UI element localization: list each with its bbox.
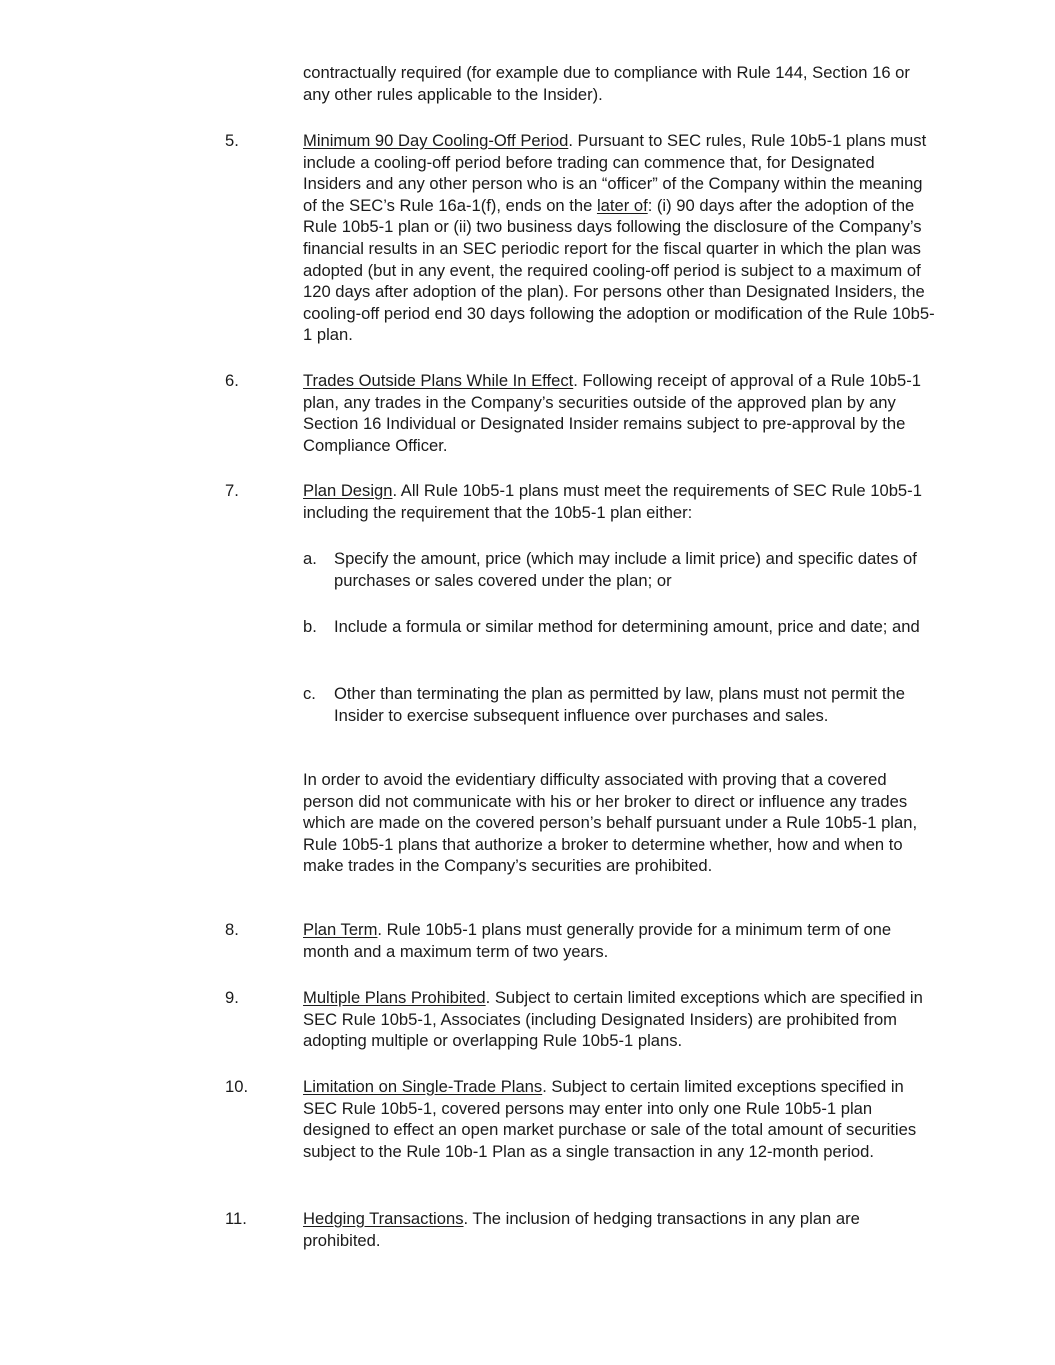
item-10-number: 10. (225, 1077, 249, 1096)
item-6-number: 6. (225, 371, 239, 390)
item-5-heading: Minimum 90 Day Cooling-Off Period (303, 131, 569, 150)
subitem-b-text: Include a formula or similar method for determining amount, price and date; and (334, 617, 920, 636)
item-10-paragraph (303, 1076, 935, 1162)
item-11-heading: Hedging Transactions (303, 1209, 464, 1228)
item-8-text: . Rule 10b5-1 plans must generally provide for a minimum term of one month and a maximum term of two years. (303, 920, 892, 961)
item-9-paragraph (303, 987, 935, 1052)
item-8-number: 8. (225, 920, 239, 939)
item-6-paragraph (303, 370, 935, 456)
item-9-number: 9. (225, 988, 239, 1007)
item-11-number: 11. (225, 1209, 247, 1228)
item-5-text-after: : (i) 90 days after the adoption of the Rule 10b5-1 plan or (ii) two business days following the disclosure of the Company’s financial results in an SEC periodic report for the fiscal quarter in which the plan was adopted (but in any event, the required cooling-off period is subject to a maximum of 120 days after adoption of the plan). For persons other than Designated Insiders, the cooling-off period end 30 days following the adoption or modification of the Rule 10b5-1 plan. (303, 195, 935, 345)
item-7-number: 7. (225, 481, 239, 500)
item-5-number: 5. (225, 131, 239, 150)
item-6-heading: Trades Outside Plans While In Effect (303, 371, 574, 390)
item-9-heading: Multiple Plans Prohibited (303, 988, 486, 1007)
item-5-paragraph (303, 130, 935, 346)
item-8-heading: Plan Term (303, 920, 378, 939)
subitem-a-text: Specify the amount, price (which may include a limit price) and specific dates of purchases or sales covered under the plan; or (334, 549, 917, 590)
item-6-text: . Following receipt of approval of a Rule 10b5-1 plan, any trades in the Company’s securities outside of the approved plan by any Section 16 Individual or Designated Insider remains subject to pre-approval by the Compliance Officer. (303, 371, 921, 455)
item-5-text-before: . Pursuant to SEC rules, Rule 10b5-1 plans must include a cooling-off period before trading can commence that, for Designated Insiders and any other person who is an “officer” of the Company within the meaning of the SEC’s Rule 16a-1(f), ends on the (303, 131, 927, 215)
subitem-b-letter: b. (303, 617, 317, 636)
item-9-text: . Subject to certain limited exceptions which are specified in SEC Rule 10b5-1, Associates (including Designated Insiders) are prohibited from adopting multiple or overlapping Rule 10b5-1 plans. (303, 988, 923, 1051)
item-5-later-of: later of (596, 195, 648, 215)
item-7-subitem-a (303, 548, 935, 591)
subitem-c-text: Other than terminating the plan as permitted by law, plans must not permit the Insider to exercise subsequent influence over purchases and sales. (334, 684, 905, 725)
item-10-heading: Limitation on Single-Trade Plans (303, 1077, 543, 1096)
item-7-text: . All Rule 10b5-1 plans must meet the requirements of SEC Rule 10b5-1 including the requirement that the 10b5-1 plan either: (303, 481, 922, 522)
item-7-closing-paragraph: In order to avoid the evidentiary difficulty associated with proving that a covered person did not communicate with his or her broker to direct or influence any trades which are made on the covered person’s behalf pursuant under a Rule 10b5-1 plan, Rule 10b5-1 plans that authorize a broker to determine whether, how and when to make trades in the Company’s securities are prohibited. (303, 770, 918, 876)
subitem-c-letter: c. (303, 684, 316, 703)
item-10-text: . Subject to certain limited exceptions specified in SEC Rule 10b5-1, covered persons may enter into only one Rule 10b5-1 plan designed to effect an open market purchase or sale of the total amount of securities subject to the Rule 10b-1 Plan as a single transaction in any 12-month period. (303, 1077, 917, 1161)
item-7-subitem-c (303, 683, 935, 726)
item-7-heading: Plan Design (303, 481, 393, 500)
item-11-paragraph (303, 1208, 935, 1251)
item-8-paragraph (303, 919, 935, 962)
item-7-paragraph (303, 480, 935, 523)
item-7-subitem-b (303, 616, 935, 638)
item-11-text: . The inclusion of hedging transactions in any plan are prohibited. (303, 1209, 860, 1250)
continuation-paragraph: contractually required (for example due to compliance with Rule 144, Section 16 or any other rules applicable to the Insider). (303, 63, 910, 104)
subitem-a-letter: a. (303, 549, 317, 568)
